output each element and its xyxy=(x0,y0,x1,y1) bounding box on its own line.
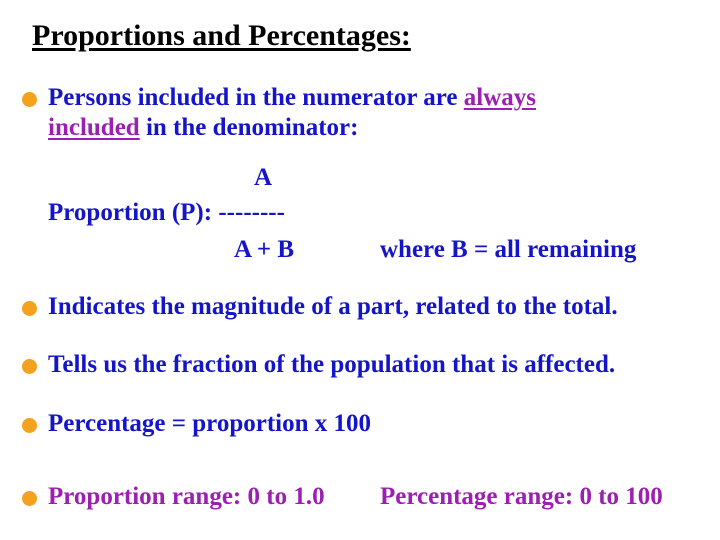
highlight-included: included xyxy=(48,114,140,141)
bullet-4: Percentage = proportion x 100 xyxy=(48,410,371,437)
bullet-dot xyxy=(22,92,37,107)
slide-title: Proportions and Percentages: xyxy=(32,19,411,52)
formula-note: where B = all remaining xyxy=(380,236,637,263)
bullet-1-line-2 xyxy=(48,112,358,144)
bullet-1-line-1 xyxy=(48,82,536,114)
bullet-2: Indicates the magnitude of a part, related to the total. xyxy=(48,293,618,320)
bullet-dot xyxy=(22,301,37,316)
bullet-1-text-end: in the denominator: xyxy=(139,114,359,141)
formula-denominator: A + B xyxy=(234,236,295,263)
bullet-dot xyxy=(22,418,37,433)
bullet-3: Tells us the fraction of the population that is affected. xyxy=(48,351,616,378)
formula-label: Proportion (P): -------- xyxy=(48,199,285,226)
formula-numerator: A xyxy=(254,164,273,191)
bullet-dot xyxy=(22,359,37,374)
highlight-always: always xyxy=(463,84,536,111)
bullet-dot xyxy=(22,491,37,506)
proportion-range: Proportion range: 0 to 1.0 xyxy=(48,483,325,510)
bullet-1-text: Persons included in the numerator are xyxy=(48,84,464,111)
percentage-range: Percentage range: 0 to 100 xyxy=(380,483,663,510)
